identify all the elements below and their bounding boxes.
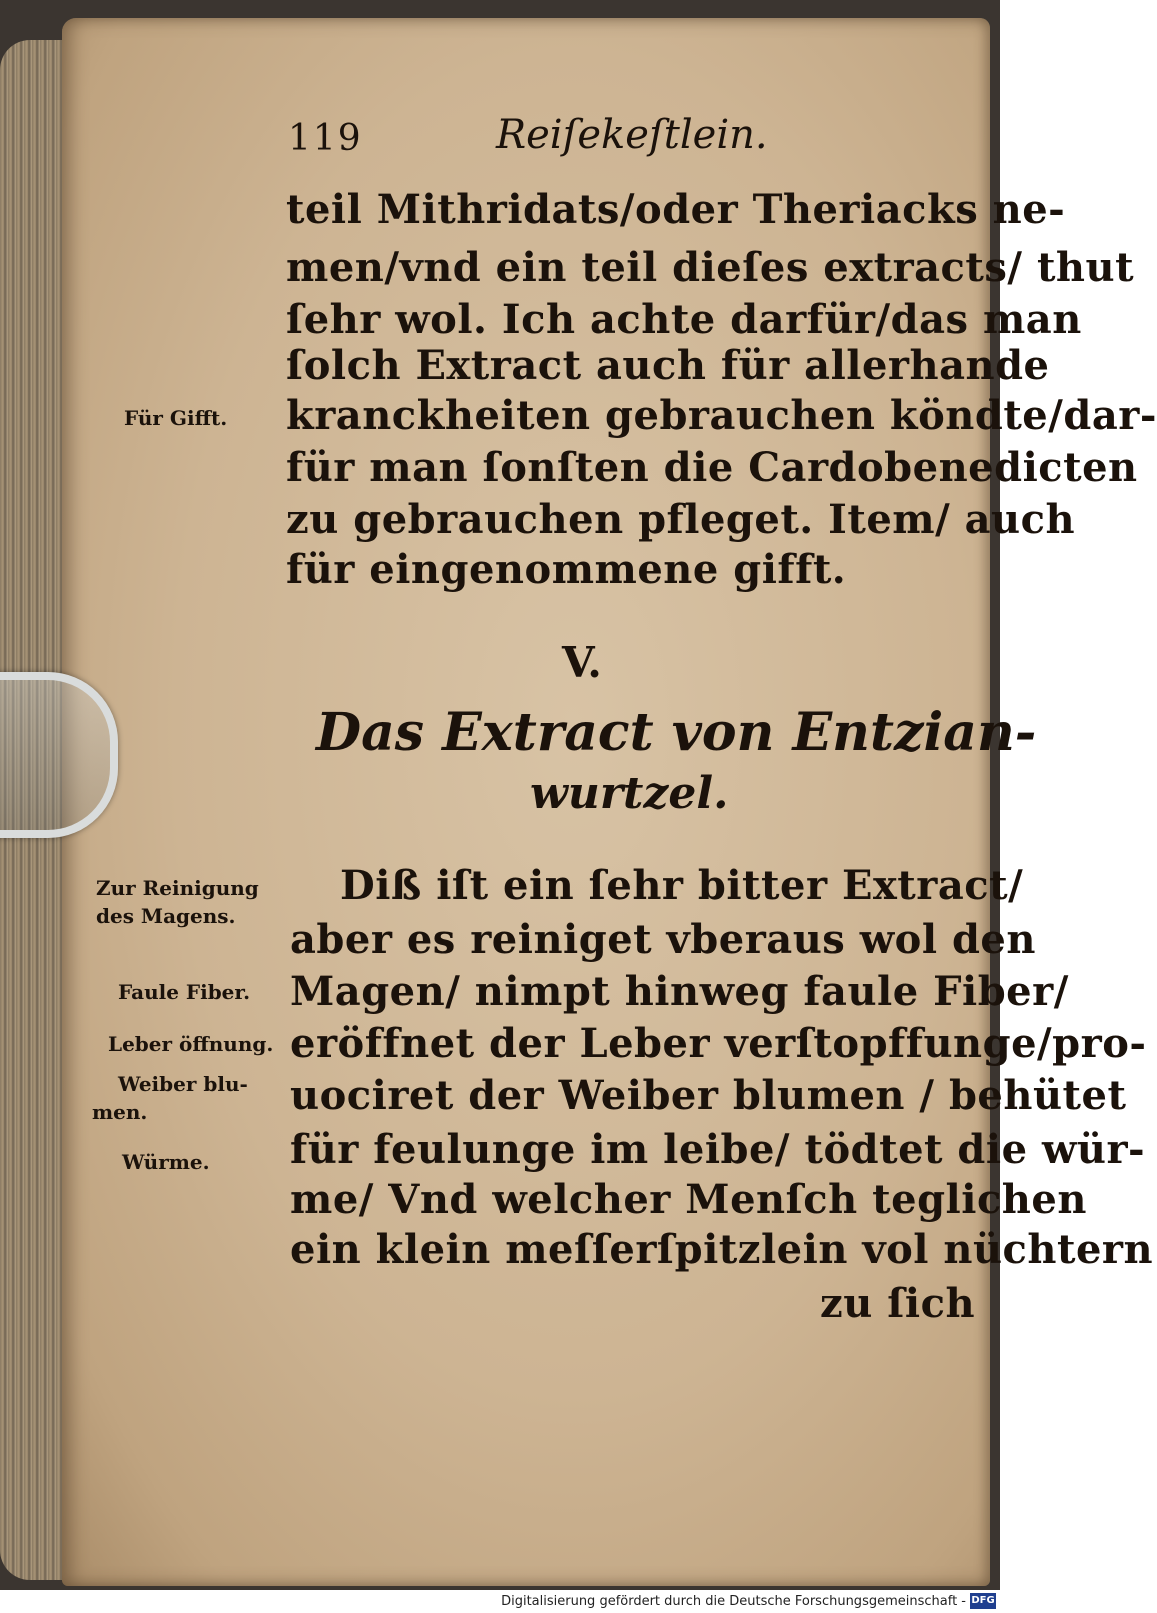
margin-note: des Magens. <box>96 904 236 928</box>
body-line: ſolch Extract auch für allerhande <box>286 342 1050 389</box>
body-line: für feulunge im leibe/ tödtet die wür- <box>290 1126 1146 1173</box>
body-line: me/ Vnd welcher Menſch teglichen <box>290 1176 1087 1223</box>
margin-note: Faule Fiber. <box>118 980 251 1004</box>
footer <box>0 1590 1000 1613</box>
margin-note: Leber öffnung. <box>108 1032 274 1056</box>
section-number: V. <box>562 638 602 687</box>
margin-note: Würme. <box>122 1150 210 1174</box>
body-line: Diß iſt ein ſehr bitter Extract/ <box>340 862 1024 909</box>
body-line: uociret der Weiber blumen / behütet <box>290 1072 1127 1119</box>
body-line: ein klein meſſerſpitzlein vol nüchtern <box>290 1226 1154 1273</box>
margin-note: Weiber blu- <box>118 1072 248 1096</box>
margin-note: Für Gifft. <box>124 406 228 430</box>
body-line: kranckheiten gebrauchen köndte/dar- <box>286 392 1157 439</box>
section-heading: Das Extract von Entzian- <box>316 702 1037 763</box>
body-line: zu gebrauchen pfleget. Item/ auch <box>286 496 1076 543</box>
body-line: ſehr wol. Ich achte darfür/das man <box>286 296 1082 343</box>
body-line: men/vnd ein teil dieſes extracts/ thut <box>286 244 1135 291</box>
body-line: eröffnet der Leber verſtopffunge/pro- <box>290 1020 1147 1067</box>
dfg-logo-icon: DFG <box>970 1593 996 1609</box>
page-clip <box>0 672 118 838</box>
body-line: aber es reiniget vberaus wol den <box>290 916 1036 963</box>
margin-note: men. <box>92 1100 148 1124</box>
footer-credit: Digitalisierung gefördert durch die Deutsche Forschungsgemeinschaft - <box>501 1594 966 1609</box>
body-line: teil Mithridats/oder Theriacks ne- <box>286 186 1066 233</box>
running-title: Reiſekeſtlein. <box>496 112 768 158</box>
section-heading: wurtzel. <box>530 768 729 819</box>
page-number: 119 <box>288 118 363 159</box>
body-line: Magen/ nimpt hinweg faule Fiber/ <box>290 968 1069 1015</box>
catchword: zu ſich <box>820 1280 976 1327</box>
margin-note: Zur Reinigung <box>96 876 259 900</box>
body-line: für eingenommene gifft. <box>286 546 847 593</box>
body-line: für man ſonſten die Cardobenedicten <box>286 444 1138 491</box>
